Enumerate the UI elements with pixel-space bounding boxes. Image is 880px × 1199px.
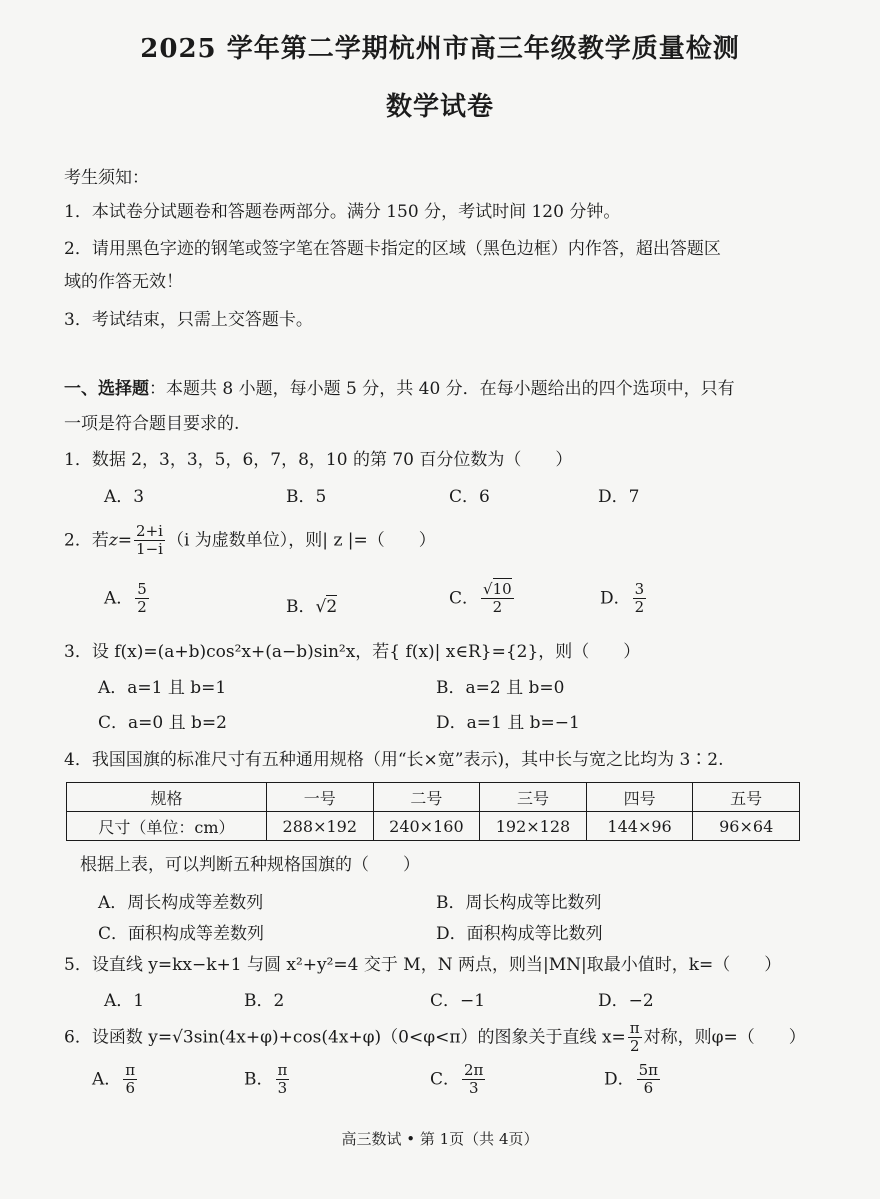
notice-heading: 考生须知：	[64, 168, 149, 188]
q6-option-a: A． $\frac{\pi}{6}$	[92, 1061, 136, 1098]
q3-option-d: D．a=1 且 b=−1	[436, 713, 580, 733]
table-row	[67, 812, 800, 841]
table-cell: 五号	[693, 783, 800, 812]
q2-fraction	[134, 523, 165, 559]
exam-subtitle: 数学试卷	[385, 92, 494, 122]
notice-item: 1．本试卷分试题卷和答题卷两部分。满分 150 分，考试时间 120 分钟。	[64, 202, 621, 222]
q1-option-d: D．7	[598, 487, 640, 507]
table-cell: 288×192	[267, 812, 374, 841]
table-cell: 一号	[267, 783, 374, 812]
table-cell: 240×160	[373, 812, 480, 841]
page-footer: 高三数试 • 第 1页（共 4页）	[341, 1130, 539, 1148]
table-header-row	[67, 783, 800, 812]
question-4-stem: 4．我国国旗的标准尺寸有五种通用规格（用“长×宽”表示)，其中长与宽之比均为 3∶2.	[64, 750, 724, 770]
q6-option-b: B． $\frac{\pi}{3}$	[244, 1061, 288, 1098]
q4-option-b: B．周长构成等比数列	[436, 893, 602, 913]
q2-denominator: 1−i	[136, 540, 163, 559]
q2-option-d: D． $\frac{3}{2}$	[600, 580, 645, 617]
q3-option-b: B．a=2 且 b=0	[436, 678, 565, 698]
question-5-stem: 5．设直线 y=kx−k+1 与圆 x²+y²=4 交于 M，N 两点，则当|MN|取最小值时，k=（ ）	[64, 955, 782, 975]
q6-option-d: D． $\frac{5\pi}{6}$	[604, 1061, 659, 1098]
exam-title: 2025 学年第二学期杭州市高三年级教学质量检测	[140, 34, 740, 64]
section-label: 一、选择题	[64, 379, 149, 399]
q4-option-a: A．周长构成等差数列	[98, 893, 264, 913]
q5-option-b: B．2	[244, 991, 285, 1011]
q1-option-a: A．3	[104, 487, 145, 507]
q3-option-c: C．a=0 且 b=2	[98, 713, 227, 733]
q3-option-a: A．a=1 且 b=1	[98, 678, 227, 698]
table-cell: 二号	[373, 783, 480, 812]
question-3-stem: 3．设 f(x)=(a+b)cos²x+(a−b)sin²x，若{ f(x)| x∈R}={2}，则（ ）	[64, 642, 641, 662]
table-cell: 规格	[67, 783, 267, 812]
section-intro-text: ：本题共 8 小题，每小题 5 分，共 40 分．在每小题给出的四个选项中，只有	[149, 379, 735, 399]
q4-option-c: C．面积构成等差数列	[98, 924, 265, 944]
table-cell: 四号	[586, 783, 693, 812]
q1-option-c: C．6	[449, 487, 490, 507]
table-cell: 192×128	[480, 812, 587, 841]
q6-option-c: C． $\frac{2\pi}{3}$	[430, 1061, 484, 1098]
q5-option-a: A．1	[104, 991, 145, 1011]
table-cell: 144×96	[586, 812, 693, 841]
table-cell: 三号	[480, 783, 587, 812]
q2-var: z	[108, 530, 118, 551]
table-cell: 96×64	[693, 812, 800, 841]
notice-item: 域的作答无效！	[64, 272, 183, 292]
q2-option-a: A． $\frac{5}{2}$	[104, 580, 147, 617]
q2-eq: =	[117, 530, 133, 551]
table-cell: 尺寸（单位：cm）	[67, 812, 267, 841]
q5-option-d: D．−2	[598, 991, 654, 1011]
q1-option-b: B．5	[286, 487, 327, 507]
q2-numerator: 2+i	[136, 522, 163, 540]
q2-option-b: B．√2	[286, 597, 338, 617]
q2-prefix: 2．若	[64, 530, 109, 551]
question-4-follow: 根据上表，可以判断五种规格国旗的（ ）	[80, 855, 420, 875]
flag-size-table	[66, 782, 800, 841]
question-1-stem: 1．数据 2，3，3，5，6，7，8，10 的第 70 百分位数为（ ）	[64, 450, 573, 470]
section-intro-line2: 一项是符合题目要求的.	[64, 414, 240, 434]
q2-option-c: C． $\frac{√10}{2}$	[449, 580, 512, 617]
notice-item: 2．请用黑色字迹的钢笔或签字笔在答题卡指定的区域（黑色边框）内作答，超出答题区	[64, 239, 721, 259]
q4-option-d: D．面积构成等比数列	[436, 924, 603, 944]
question-2-stem	[64, 523, 436, 559]
q5-option-c: C．−1	[430, 991, 486, 1011]
notice-item: 3．考试结束，只需上交答题卡。	[64, 310, 313, 330]
q2-suffix: （i 为虚数单位），则| z |=（ ）	[166, 530, 436, 551]
question-6-stem: 6．设函数 y=√3sin(4x+φ)+cos(4x+φ)（0<φ<π）的图象关于直线 x= $\frac{\pi}{2}$ 对称，则φ=（ ）	[64, 1019, 806, 1056]
section-intro	[64, 374, 735, 399]
